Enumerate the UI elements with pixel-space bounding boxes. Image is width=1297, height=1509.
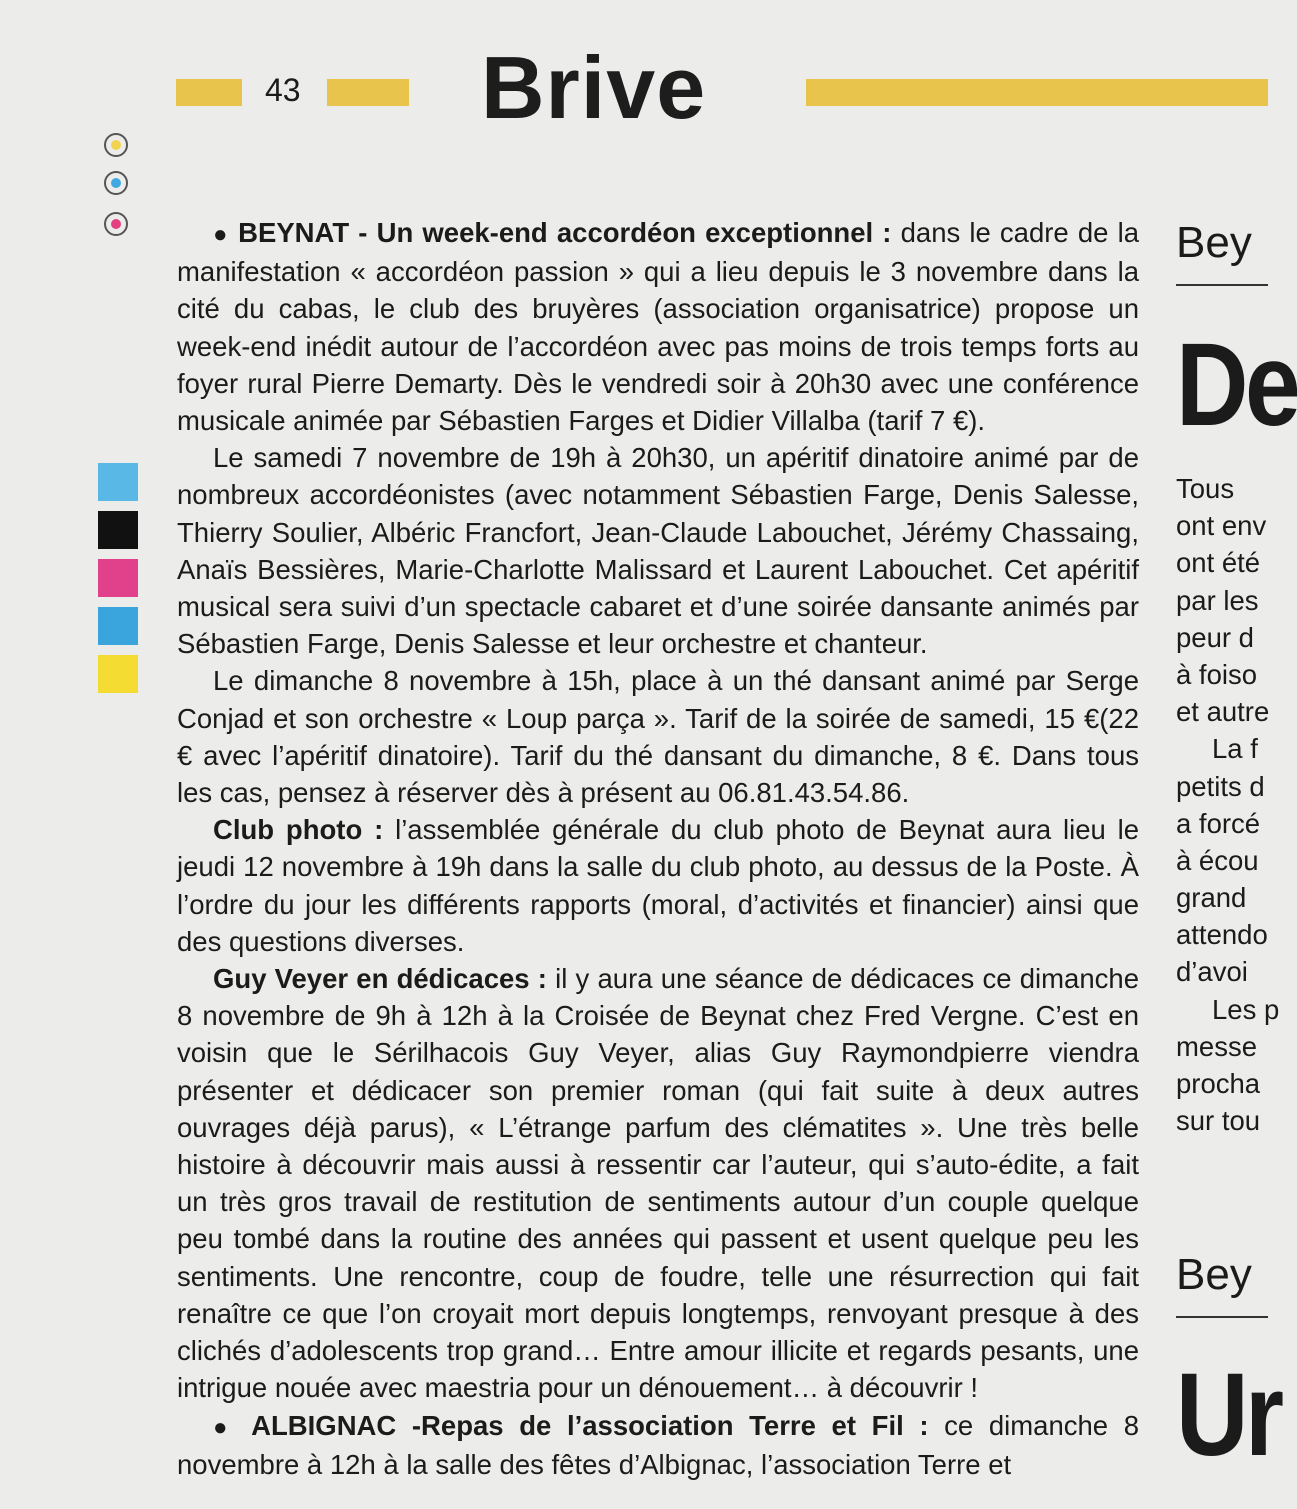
header-accent-bar-left: [176, 79, 242, 106]
bullet-icon: ●: [213, 1413, 236, 1441]
header-accent-bar-middle: [327, 79, 409, 106]
right-column-line: à foiso: [1176, 658, 1258, 690]
right-column-kicker: Bey: [1176, 218, 1252, 267]
color-swatch-cyan: [98, 463, 138, 501]
article-column: [177, 214, 1139, 1483]
right-column-headline: De: [1176, 319, 1297, 451]
color-swatch-black: [98, 511, 138, 549]
right-column-rule: [1176, 284, 1268, 286]
paragraph-lead: Guy Veyer en dédicaces :: [213, 963, 547, 995]
right-column-line: Tous: [1176, 473, 1235, 504]
paragraph-samedi: Le samedi 7 novembre de 19h à 20h30, un apéritif dinatoire animé par de nombreux accordéonistes (avec notamment Sébastien Farge, Denis Salesse, Thierry Soulier, Albéric Francfort, Jean-Claude Labouchet, Jérémy Chassaing, Anaïs Bessières, Marie-Charlotte Malissard et Laurent Labouchet. Cet apéritif musical sera suivi d’un spectacle cabaret et d’une soirée dansante animés par Sébastien Farge, Denis Salesse et leur orchestre et chanteur.: [177, 442, 1139, 660]
bullet-icon: ●: [213, 221, 229, 248]
header-accent-bar-right: [806, 79, 1268, 106]
right-column-line: messe: [1176, 1030, 1257, 1062]
right-column-line: d’avoi: [1176, 956, 1248, 988]
right-column-rule-2: [1176, 1316, 1268, 1318]
paragraph-dimanche: Le dimanche 8 novembre à 15h, place à un thé dansant animé par Serge Conjad et son orchestre « Loup parça ». Tarif de la soirée de samedi, 15 €(22 € avec l’apéritif dinatoire). Tarif du thé dansant du dimanche, 8 €. Dans tous les cas, pensez à réserver dès à présent au 06.81.43.54.86.: [177, 665, 1139, 809]
right-column-line: attendo: [1176, 919, 1268, 951]
section-title: Brive: [481, 38, 707, 137]
registration-mark-cyan-icon: [104, 171, 128, 195]
right-column-line: à écou: [1176, 844, 1259, 876]
right-column-line: a forcé: [1176, 807, 1261, 839]
paragraph-lead: BEYNAT - Un week-end accordéon exceptionnel :: [238, 217, 892, 248]
right-column-kicker-2: Bey: [1176, 1250, 1252, 1299]
right-column-line: grand: [1176, 882, 1247, 914]
right-column-line: petits d: [1176, 770, 1265, 802]
right-column-text: [1176, 470, 1280, 1139]
page-number: 43: [265, 72, 301, 108]
registration-mark-yellow-icon: [104, 133, 128, 157]
paragraph-lead: Club photo :: [213, 814, 384, 846]
right-column-line: ont été: [1176, 547, 1261, 579]
right-column-line: par les: [1176, 584, 1259, 616]
paragraph-albignac: ● ALBIGNAC -Repas de l’association Terre et Fil : ce dimanche 8 novembre à 12h à la salle des fêtes d’Albignac, l’association Terre et: [177, 1409, 1140, 1480]
right-column-line: et autre: [1176, 696, 1270, 728]
paragraph-beynat-accordeon: ● BEYNAT - Un week-end accordéon exceptionnel : dans le cadre de la manifestation « accordéon passion » qui a lieu depuis le 3 novembre dans la cité du cabas, le club des bruyères (association organisatrice) propose un week-end inédit autour de l’accordéon avec pas moins de trois temps forts au foyer rural Pierre Demarty. Dès le vendredi soir à 20h30 avec une conférence musicale animée par Sébastien Farges et Didier Villalba (tarif 7 €).: [177, 217, 1139, 437]
color-swatch-blue: [98, 607, 138, 645]
paragraph-guy-veyer: Guy Veyer en dédicaces : il y aura une séance de dédicaces ce dimanche 8 novembre de 9h à 12h à la Croisée de Beynat chez Fred Vergne. C’est en voisin que le Sérilhacois Guy Veyer, alias Guy Raymondpierre viendra présenter et dédicacer son premier roman (qui fait suite à deux autres ouvrages déjà parus), « L’étrange parfum des clématites ». Une très belle histoire à découvrir mais aussi à ressentir car l’auteur, qui s’auto-édite, a fait un très gros travail de restitution de sentiments autour d’un couple quelque peu tombé dans la routine des années qui passent et usent quelque peu les sentiments. Une rencontre, coup de foudre, telle une résurrection qui fait renaître ce que l’on croyait mort depuis longtemps, renvoyant presque à des clichés d’adolescents trop grand… Entre amour illicite et regards pesants, une intrigue nouée avec maestria pour un dénouement… à découvrir !: [177, 963, 1139, 1404]
right-column-line: peur d: [1176, 621, 1254, 653]
right-column-headline-2: Ur: [1176, 1349, 1281, 1481]
right-column-line: La f: [1212, 733, 1258, 765]
registration-mark-magenta-icon: [104, 212, 128, 236]
right-column-line: procha: [1176, 1068, 1261, 1099]
color-swatch-magenta: [98, 559, 138, 597]
right-column-line: sur tou: [1176, 1105, 1261, 1137]
right-column-line: ont env: [1176, 510, 1267, 542]
paragraph-lead: ALBIGNAC -Repas de l’association Terre et Fil :: [251, 1409, 929, 1441]
color-swatch-yellow: [98, 655, 138, 693]
paragraph-club-photo: Club photo : l’assemblée générale du club photo de Beynat aura lieu le jeudi 12 novembre à 19h dans la salle du club photo, au dessus de la Poste. À l’ordre du jour les différents rapports (moral, d’activités et financier) ainsi que des questions diverses.: [177, 814, 1140, 957]
right-column-line: Les p: [1212, 993, 1280, 1025]
